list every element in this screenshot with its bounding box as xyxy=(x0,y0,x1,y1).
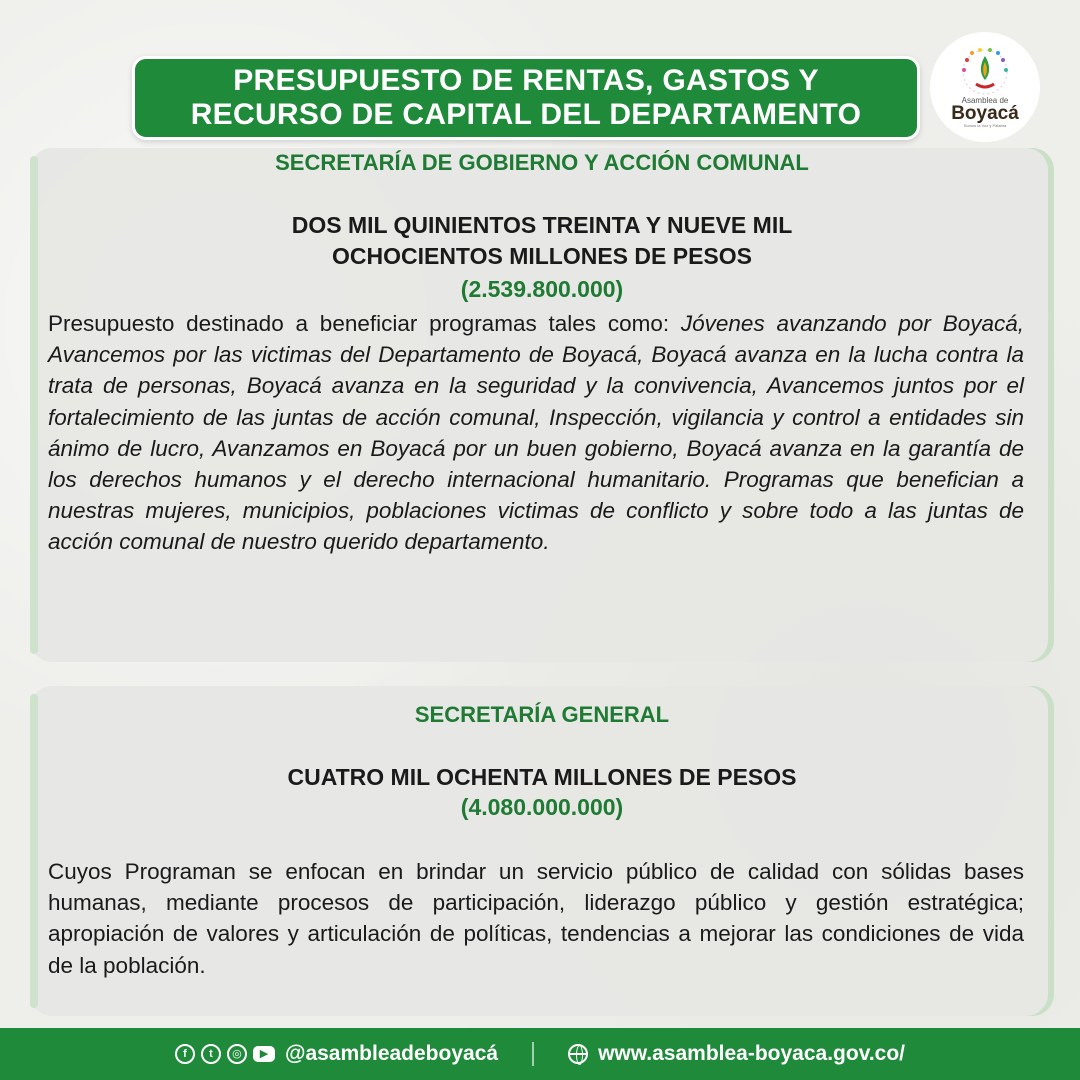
flame-emblem-icon xyxy=(958,46,1012,98)
twitter-icon[interactable]: t xyxy=(201,1044,221,1064)
footer-divider xyxy=(532,1042,534,1066)
amount-words xyxy=(30,210,1054,272)
website-link[interactable]: www.asamblea-boyaca.gov.co/ xyxy=(598,1042,906,1065)
header-title-line2: RECURSO DE CAPITAL DEL DEPARTAMENTO xyxy=(190,98,862,131)
header-title-line1: PRESUPUESTO DE RENTAS, GASTOS Y xyxy=(233,64,819,97)
logo-tagline: Somos la Voz y Palabra xyxy=(963,123,1007,128)
social-handle-link[interactable]: @asambleadeboyacá xyxy=(284,1042,499,1065)
assembly-logo xyxy=(930,32,1040,142)
social-icons xyxy=(175,1044,275,1064)
section-body-text xyxy=(48,308,1024,558)
section-card-general xyxy=(30,686,1054,1016)
section-body-text: Cuyos Programan se enfocan en brindar un servicio público de calidad con sólidas bases humanas, mediante procesos de participación, liderazgo público y gestión estratégica; apropiación de valores y articulación de políticas, tendencias a mejorar las condiciones de vida de la población. xyxy=(48,859,1024,978)
body-intro: Presupuesto destinado a beneficiar programas tales como: xyxy=(48,311,681,336)
amount-number: (4.080.000.000) xyxy=(460,794,624,820)
logo-small-text: Asamblea de xyxy=(961,96,1009,105)
footer-bar xyxy=(0,1028,1080,1080)
body-programs-list: Jóvenes avanzando por Boyacá, Avancemos por las victimas del Departamento de Boyacá, Boyacá avanza en la lucha contra la trata de personas, Boyacá avanza en la seguridad y la convivencia, Avancemos juntos por el fortalecimiento de las juntas de acción comunal, Inspección, vigilancia y control a entidades sin ánimo de lucro, Avanzamos en Boyacá por un buen gobierno, Boyacá avanza en la garantía de los derechos humanos y el derecho internacional humanitario. Programas que benefician a nuestras mujeres, municipios, poblaciones victimas de conflicto y sobre todo a las juntas de acción comunal de nuestro querido departamento. xyxy=(48,311,1024,555)
amount-words-line1: DOS MIL QUINIENTOS TREINTA Y NUEVE MIL xyxy=(291,212,793,238)
section-title: SECRETARÍA GENERAL xyxy=(414,702,670,727)
facebook-icon[interactable]: f xyxy=(175,1044,195,1064)
amount-words: CUATRO MIL OCHENTA MILLONES DE PESOS xyxy=(287,764,797,790)
instagram-icon[interactable]: ◎ xyxy=(227,1044,247,1064)
youtube-icon[interactable]: ▶ xyxy=(253,1046,275,1062)
amount-number: (2.539.800.000) xyxy=(460,276,624,302)
globe-icon xyxy=(568,1044,588,1064)
amount-words-line2: OCHOCIENTOS MILLONES DE PESOS xyxy=(331,243,753,269)
logo-big-text: Boyacá xyxy=(951,103,1019,124)
header-banner xyxy=(132,56,920,140)
section-card-gobierno xyxy=(30,148,1054,662)
section-title: SECRETARÍA DE GOBIERNO Y ACCIÓN COMUNAL xyxy=(275,150,809,175)
